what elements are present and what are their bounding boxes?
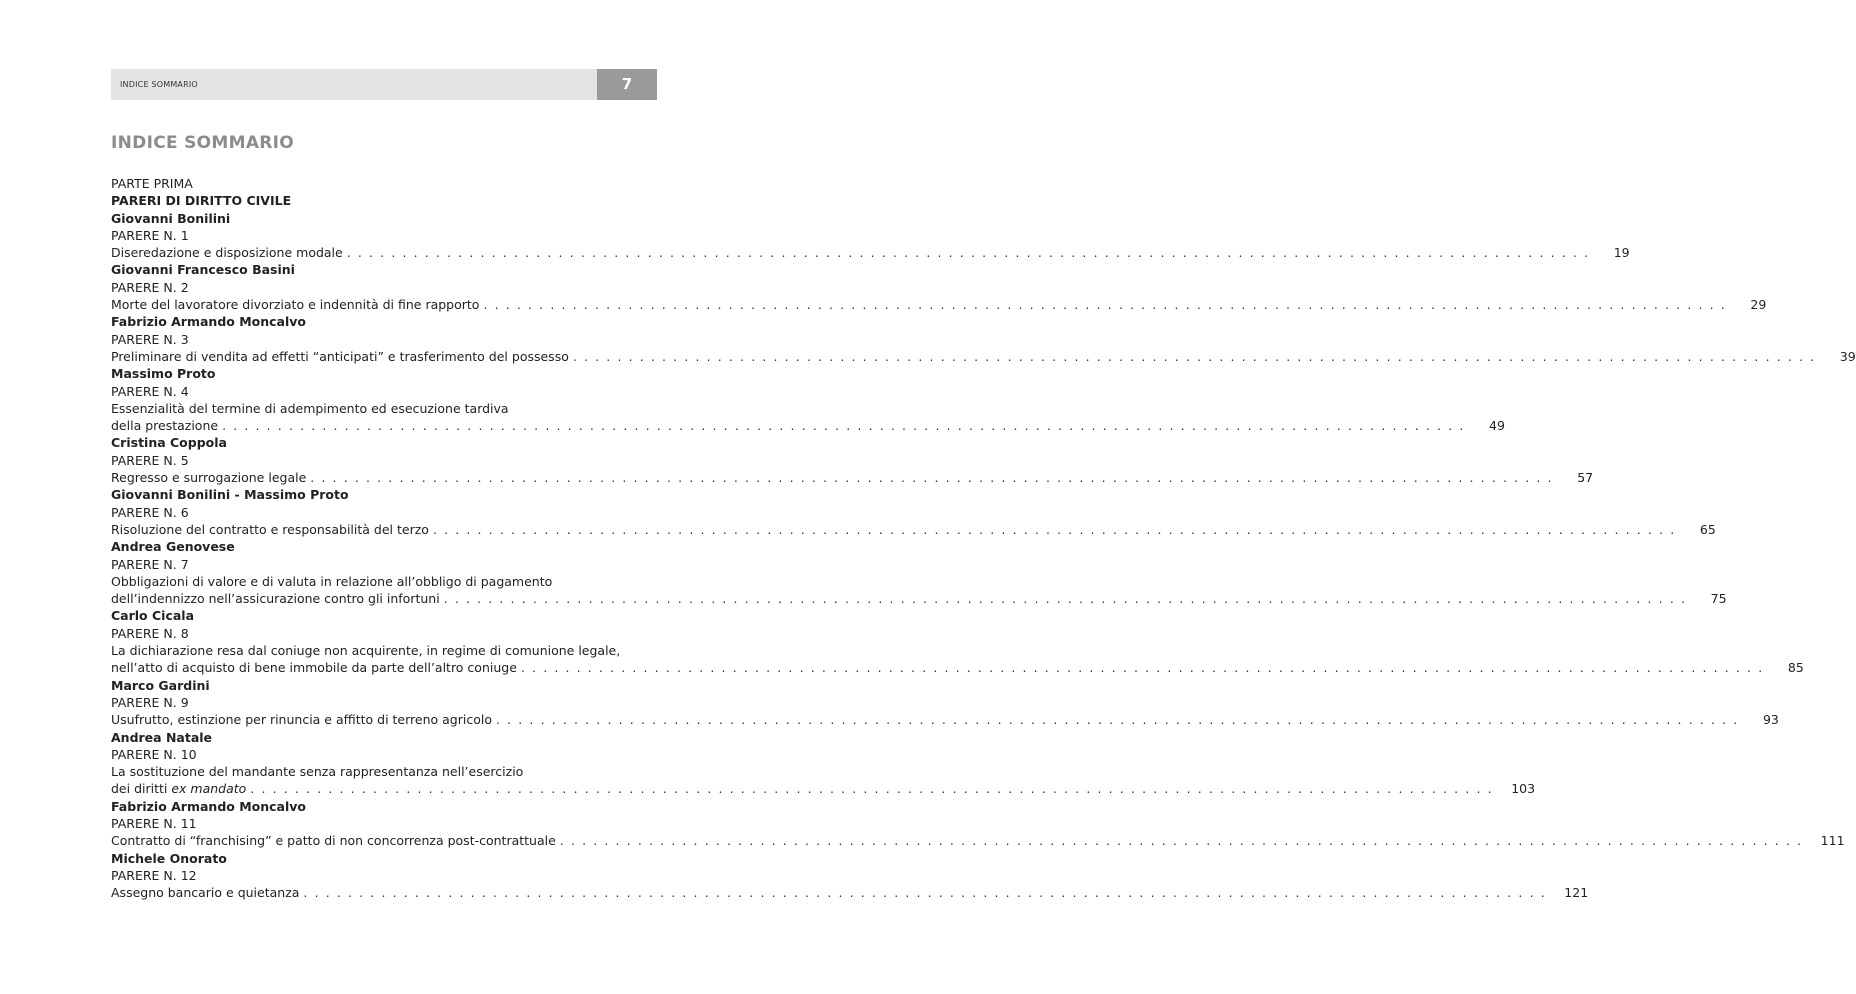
toc-entry-author: Giovanni Bonilini - Massimo Proto <box>111 487 349 503</box>
toc-entry <box>111 850 1589 902</box>
toc-entry-title <box>111 780 246 797</box>
toc-entry-row <box>111 659 1804 676</box>
toc-entry-parere: PARERE N. 11 <box>111 815 197 831</box>
toc-entry-parere: PARERE N. 2 <box>111 279 189 295</box>
toc-entry-title <box>111 884 299 901</box>
dot-leader <box>310 469 1553 486</box>
toc-entry <box>111 677 1779 729</box>
toc-entry-title <box>111 711 492 728</box>
toc-entry-parere: PARERE N. 6 <box>111 504 189 520</box>
toc-entry-title-line: La sostituzione del mandante senza rappresentanza nell’esercizio <box>111 764 524 780</box>
toc-entry-title-text: Regresso e surrogazione legale <box>111 470 307 486</box>
toc-entry-row <box>111 469 1594 486</box>
toc-entry <box>111 486 1716 538</box>
toc-entry-page: 65 <box>1699 521 1716 537</box>
page-title: INDICE SOMMARIO <box>111 133 295 153</box>
dot-leader <box>222 417 1465 434</box>
toc-entry-author: Michele Onorato <box>111 850 227 866</box>
toc-entry-page: 85 <box>1787 660 1804 676</box>
toc-entry-page: 121 <box>1564 885 1589 901</box>
toc-entry-title <box>111 659 517 676</box>
toc-entry-page: 29 <box>1750 297 1767 313</box>
toc-entry-page: 111 <box>1820 833 1845 849</box>
toc-entry-page: 39 <box>1839 348 1856 364</box>
toc-entry-title-text: Morte del lavoratore divorziato e indennità di fine rapporto <box>111 297 480 313</box>
toc-entry-title-text: Diseredazione e disposizione modale <box>111 245 343 261</box>
toc-entry-author: Fabrizio Armando Moncalvo <box>111 314 307 330</box>
toc-entry-row <box>111 590 1727 607</box>
toc-entry-author: Fabrizio Armando Moncalvo <box>111 798 307 814</box>
toc-entry <box>111 313 1856 365</box>
toc-entry-title-text: della prestazione <box>111 418 219 434</box>
toc-entry-title <box>111 348 569 365</box>
toc-entry <box>111 261 1767 313</box>
toc-entry-title <box>111 521 429 538</box>
toc-entry-parere: PARERE N. 3 <box>111 331 189 347</box>
toc-entry-parere: PARERE N. 12 <box>111 867 197 883</box>
toc-entry <box>111 798 1845 850</box>
toc-entry-row <box>111 832 1845 849</box>
toc-entry-title-italic: ex mandato <box>171 781 247 797</box>
toc-entry-page: 103 <box>1511 781 1536 797</box>
toc-entry-title-line: Essenzialità del termine di adempimento ed esecuzione tardiva <box>111 400 509 416</box>
toc-entry-row <box>111 521 1716 538</box>
toc-entry-title-text: dell’indennizzo nell’assicurazione contro gli infortuni <box>111 591 440 607</box>
dot-leader <box>347 244 1590 261</box>
toc-entry-title <box>111 832 556 849</box>
toc-entry-parere: PARERE N. 9 <box>111 694 189 710</box>
toc-entry-parere: PARERE N. 10 <box>111 746 197 762</box>
toc-entry <box>111 729 1536 798</box>
toc-entry-page: 19 <box>1613 245 1630 261</box>
toc-entry-author: Andrea Natale <box>111 729 213 745</box>
dot-leader <box>444 590 1687 607</box>
toc-entry-title-text: nell’atto di acquisto di bene immobile da parte dell’altro coniuge <box>111 660 517 676</box>
toc-entry-title-text: dei diritti <box>111 781 168 797</box>
toc-entry <box>111 607 1804 676</box>
running-header <box>111 69 657 100</box>
part-heading: PARERI DI DIRITTO CIVILE <box>111 193 292 209</box>
dot-leader <box>250 780 1493 797</box>
dot-leader <box>521 659 1764 676</box>
table-of-contents <box>111 175 1856 901</box>
toc-entry-parere: PARERE N. 5 <box>111 452 189 468</box>
dot-leader <box>483 296 1726 313</box>
toc-entry <box>111 538 1727 607</box>
toc-entry-title <box>111 590 440 607</box>
toc-entry-title <box>111 417 218 434</box>
toc-entry-page: 49 <box>1489 418 1505 434</box>
toc-entry <box>111 434 1594 486</box>
toc-entry-title-text: Preliminare di vendita ad effetti “anticipati” e trasferimento del possesso <box>111 348 569 364</box>
toc-entry-author: Giovanni Francesco Basini <box>111 262 295 278</box>
toc-entry-author: Giovanni Bonilini <box>111 210 231 226</box>
toc-entry-parere: PARERE N. 8 <box>111 625 189 641</box>
toc-entry-title-text: Risoluzione del contratto e responsabilità del terzo <box>111 521 429 537</box>
toc-entry-author: Cristina Coppola <box>111 435 227 451</box>
toc-entry-row <box>111 711 1779 728</box>
toc-entry-row <box>111 780 1536 797</box>
toc-entry <box>111 210 1630 262</box>
toc-entry-title-line: Obbligazioni di valore e di valuta in relazione all’obbligo di pagamento <box>111 573 553 589</box>
toc-entry-author: Andrea Genovese <box>111 539 235 555</box>
part-label: PARTE PRIMA <box>111 176 193 191</box>
toc-entry-title <box>111 244 343 261</box>
toc-entry-parere: PARERE N. 7 <box>111 556 189 572</box>
toc-entry-author: Carlo Cicala <box>111 608 195 624</box>
dot-leader <box>573 348 1816 365</box>
toc-entry-row <box>111 417 1505 434</box>
toc-entry-parere: PARERE N. 4 <box>111 383 189 399</box>
toc-entry-title-text: Usufrutto, estinzione per rinuncia e affitto di terreno agricolo <box>111 712 492 728</box>
toc-entry-row <box>111 296 1767 313</box>
toc-entry-page: 75 <box>1710 591 1727 607</box>
toc-entry-title-text: Assegno bancario e quietanza <box>111 885 300 901</box>
toc-entry-parere: PARERE N. 1 <box>111 227 189 243</box>
toc-entry-title <box>111 469 306 486</box>
dot-leader <box>496 711 1739 728</box>
toc-entry-title-line: La dichiarazione resa dal coniuge non acquirente, in regime di comunione legale, <box>111 643 621 659</box>
toc-entry-row <box>111 244 1630 261</box>
toc-entry-author: Massimo Proto <box>111 366 216 382</box>
page-number: 7 <box>597 69 657 100</box>
running-title: INDICE SOMMARIO <box>120 80 198 89</box>
dot-leader <box>433 521 1676 538</box>
dot-leader <box>560 832 1803 849</box>
toc-entry-author: Marco Gardini <box>111 677 210 693</box>
toc-entry-title <box>111 296 479 313</box>
toc-entry-page: 93 <box>1762 712 1779 728</box>
toc-entry-page: 57 <box>1577 470 1594 486</box>
dot-leader <box>303 884 1546 901</box>
toc-entry-row <box>111 884 1589 901</box>
toc-entry-title-text: Contratto di “franchising” e patto di non concorrenza post-contrattuale <box>111 833 556 849</box>
toc-entry-row <box>111 348 1856 365</box>
toc-entry <box>111 365 1505 434</box>
